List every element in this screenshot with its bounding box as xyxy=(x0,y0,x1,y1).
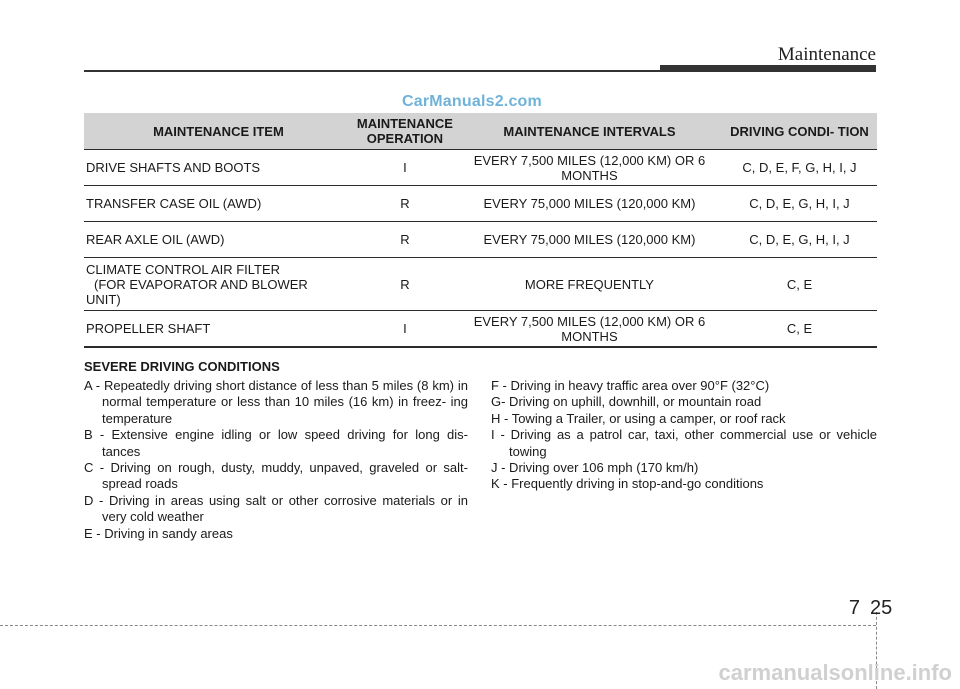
watermark-top[interactable]: CarManuals2.com xyxy=(402,93,542,110)
row-item-line: UNIT) xyxy=(86,291,121,307)
watermark-bottom[interactable]: carmanualsonline.info xyxy=(718,660,952,685)
row-condition: C, D, E, G, H, I, J xyxy=(722,186,877,222)
row-condition: C, E xyxy=(722,311,877,348)
condition-item: C - Driving on rough, dusty, muddy, unpaved, graveled or salt- spread roads xyxy=(84,460,468,492)
page-number xyxy=(846,597,892,620)
row-condition: C, D, E, G, H, I, J xyxy=(722,222,877,258)
row-condition: C, D, E, F, G, H, I, J xyxy=(722,150,877,186)
row-item: DRIVE SHAFTS AND BOOTS xyxy=(84,150,353,186)
condition-item: H - Towing a Trailer, or using a camper, or roof rack xyxy=(491,410,786,426)
row-operation: R xyxy=(353,222,457,258)
header-driving-condition: DRIVING CONDI- TION xyxy=(722,113,877,150)
table-row xyxy=(84,258,877,311)
condition-item: F - Driving in heavy traffic area over 90°F (32°C) xyxy=(491,378,770,393)
header-rule-thin xyxy=(84,70,660,72)
row-condition: C, E xyxy=(722,258,877,311)
row-item xyxy=(84,258,353,311)
condition-item: G- Driving on uphill, downhill, or mountain road xyxy=(491,394,762,410)
header-maintenance-operation: MAINTENANCE OPERATION xyxy=(353,113,457,150)
row-operation: R xyxy=(353,186,457,222)
section-title: Maintenance xyxy=(777,44,876,65)
condition-item: A - Repeatedly driving short distance of less than 5 miles (8 km) in normal temperature or less than 10 miles (16 km) in freez- ing temperature xyxy=(84,378,468,426)
row-operation: R xyxy=(353,258,457,311)
condition-item: E - Driving in sandy areas xyxy=(84,525,233,541)
page-number-value: 25 xyxy=(870,597,893,619)
table-row xyxy=(84,186,877,222)
row-operation: I xyxy=(353,311,457,348)
row-item: PROPELLER SHAFT xyxy=(84,311,353,348)
row-item-line: CLIMATE CONTROL AIR FILTER xyxy=(86,261,281,277)
header-rule-thick xyxy=(660,65,876,72)
row-interval: EVERY 7,500 MILES (12,000 KM) OR 6 MONTHS xyxy=(457,150,722,186)
row-interval: MORE FREQUENTLY xyxy=(457,258,722,311)
header-maintenance-item: MAINTENANCE ITEM xyxy=(84,113,353,150)
row-item: REAR AXLE OIL (AWD) xyxy=(84,222,353,258)
condition-item: D - Driving in areas using salt or other corrosive materials or in very cold weather xyxy=(84,492,468,525)
condition-item: K - Frequently driving in stop-and-go conditions xyxy=(491,476,764,492)
table-row xyxy=(84,150,877,186)
row-interval: EVERY 75,000 MILES (120,000 KM) xyxy=(457,222,722,258)
header-maintenance-intervals: MAINTENANCE INTERVALS xyxy=(457,113,722,150)
table-row xyxy=(84,311,877,348)
chapter-number: 7 xyxy=(848,597,860,619)
conditions-left-column xyxy=(84,378,468,542)
conditions-right-column xyxy=(491,378,877,493)
footer-dashed-rule xyxy=(0,625,876,626)
condition-item: J - Driving over 106 mph (170 km/h) xyxy=(491,460,699,476)
row-item: TRANSFER CASE OIL (AWD) xyxy=(84,186,353,222)
row-operation: I xyxy=(353,150,457,186)
row-item-line: (FOR EVAPORATOR AND BLOWER xyxy=(94,276,308,292)
maintenance-table xyxy=(84,113,877,348)
condition-item: I - Driving as a patrol car, taxi, other commercial use or vehicle towing xyxy=(491,427,877,459)
table-row xyxy=(84,222,877,258)
condition-item: B - Extensive engine idling or low speed driving for long dis- tances xyxy=(84,427,468,459)
row-interval: EVERY 75,000 MILES (120,000 KM) xyxy=(457,186,722,222)
row-interval: EVERY 7,500 MILES (12,000 KM) OR 6 MONTHS xyxy=(457,311,722,348)
table-header-row xyxy=(84,113,877,150)
severe-conditions-title: SEVERE DRIVING CONDITIONS xyxy=(84,359,280,374)
